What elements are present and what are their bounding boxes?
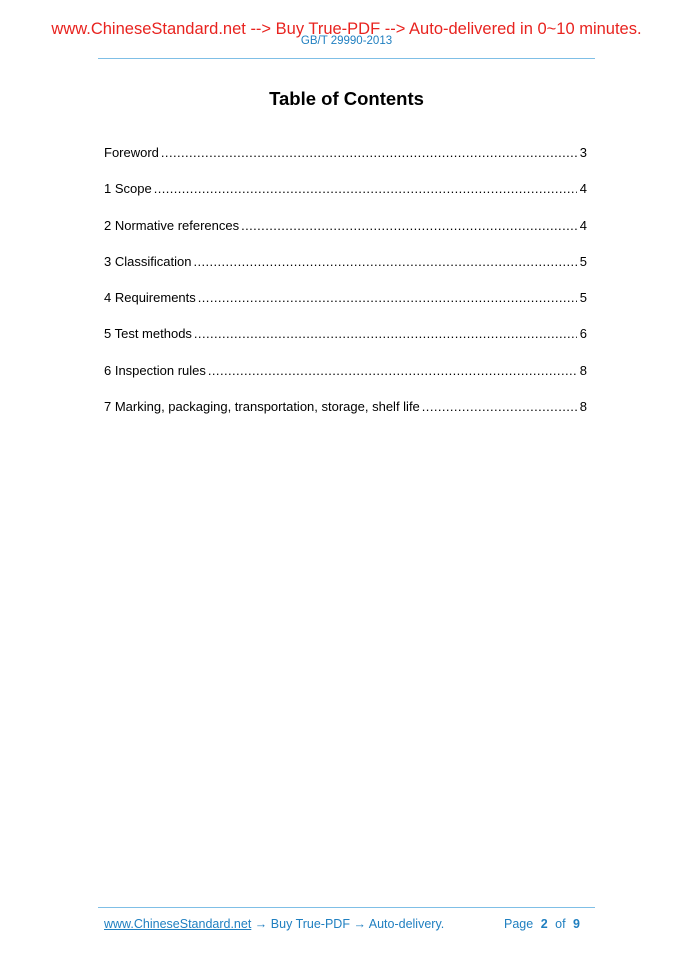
toc-entry-page: 8 — [579, 399, 587, 415]
page-indicator — [504, 916, 584, 932]
footer-buy-text: Buy True-PDF — [270, 917, 350, 931]
toc-entry-label: 5 Test methods — [104, 326, 192, 342]
dot-leader — [241, 218, 577, 234]
toc-entry-label: 2 Normative references — [104, 217, 240, 233]
toc-entry-label: 3 Classification — [104, 253, 192, 269]
footer-divider — [98, 907, 595, 908]
toc-entry-label: 4 Requirements — [104, 290, 196, 306]
toc-entry-page: 4 — [579, 181, 587, 197]
dot-leader — [198, 290, 577, 306]
arrow-right-icon: → — [254, 917, 268, 931]
footer-promo — [104, 916, 444, 932]
toc-entry-page: 6 — [579, 326, 587, 342]
toc-entry-marking-packaging[interactable] — [104, 399, 587, 415]
dot-leader — [193, 254, 576, 270]
current-page-number: 2 — [540, 917, 548, 931]
toc-entry-page: 5 — [579, 290, 587, 306]
toc-entry-classification[interactable] — [104, 254, 587, 270]
toc-entry-label: 1 Scope — [104, 181, 152, 197]
toc-entry-label: 7 Marking, packaging, transportation, storage, shelf life — [104, 399, 420, 415]
header-divider — [98, 58, 595, 59]
footer-site-link[interactable]: www.ChineseStandard.net — [104, 917, 252, 931]
dot-leader — [208, 363, 577, 379]
page-of-label: of — [555, 917, 566, 931]
toc-entry-page: 5 — [579, 253, 587, 269]
page-footer — [104, 916, 584, 932]
dot-leader — [161, 145, 577, 161]
document-id: GB/T 29990-2013 — [300, 35, 393, 47]
toc-entry-page: 8 — [579, 362, 587, 378]
page-title: Table of Contents — [269, 88, 424, 109]
toc-entry-inspection-rules[interactable] — [104, 363, 587, 379]
toc-entry-label: Foreword — [104, 145, 159, 160]
total-page-number: 9 — [573, 917, 580, 931]
toc-entry-normative-references[interactable] — [104, 218, 587, 234]
toc-entry-requirements[interactable] — [104, 290, 587, 306]
toc-entry-scope[interactable] — [104, 181, 587, 197]
dot-leader — [422, 399, 577, 415]
promo-banner[interactable]: www.ChineseStandard.net --> Buy True-PDF --> Auto-delivered in 0~10 minutes. — [51, 20, 642, 38]
page-label: Page — [504, 917, 534, 931]
dot-leader — [194, 326, 577, 342]
dot-leader — [154, 181, 577, 197]
toc-list — [104, 145, 587, 435]
toc-entry-foreword[interactable] — [104, 145, 587, 161]
toc-entry-page: 4 — [579, 217, 587, 233]
footer-delivery-text: Auto-delivery. — [368, 917, 445, 931]
toc-entry-test-methods[interactable] — [104, 326, 587, 342]
toc-entry-page: 3 — [579, 145, 587, 160]
toc-entry-label: 6 Inspection rules — [104, 362, 206, 378]
arrow-right-icon: → — [353, 917, 366, 931]
